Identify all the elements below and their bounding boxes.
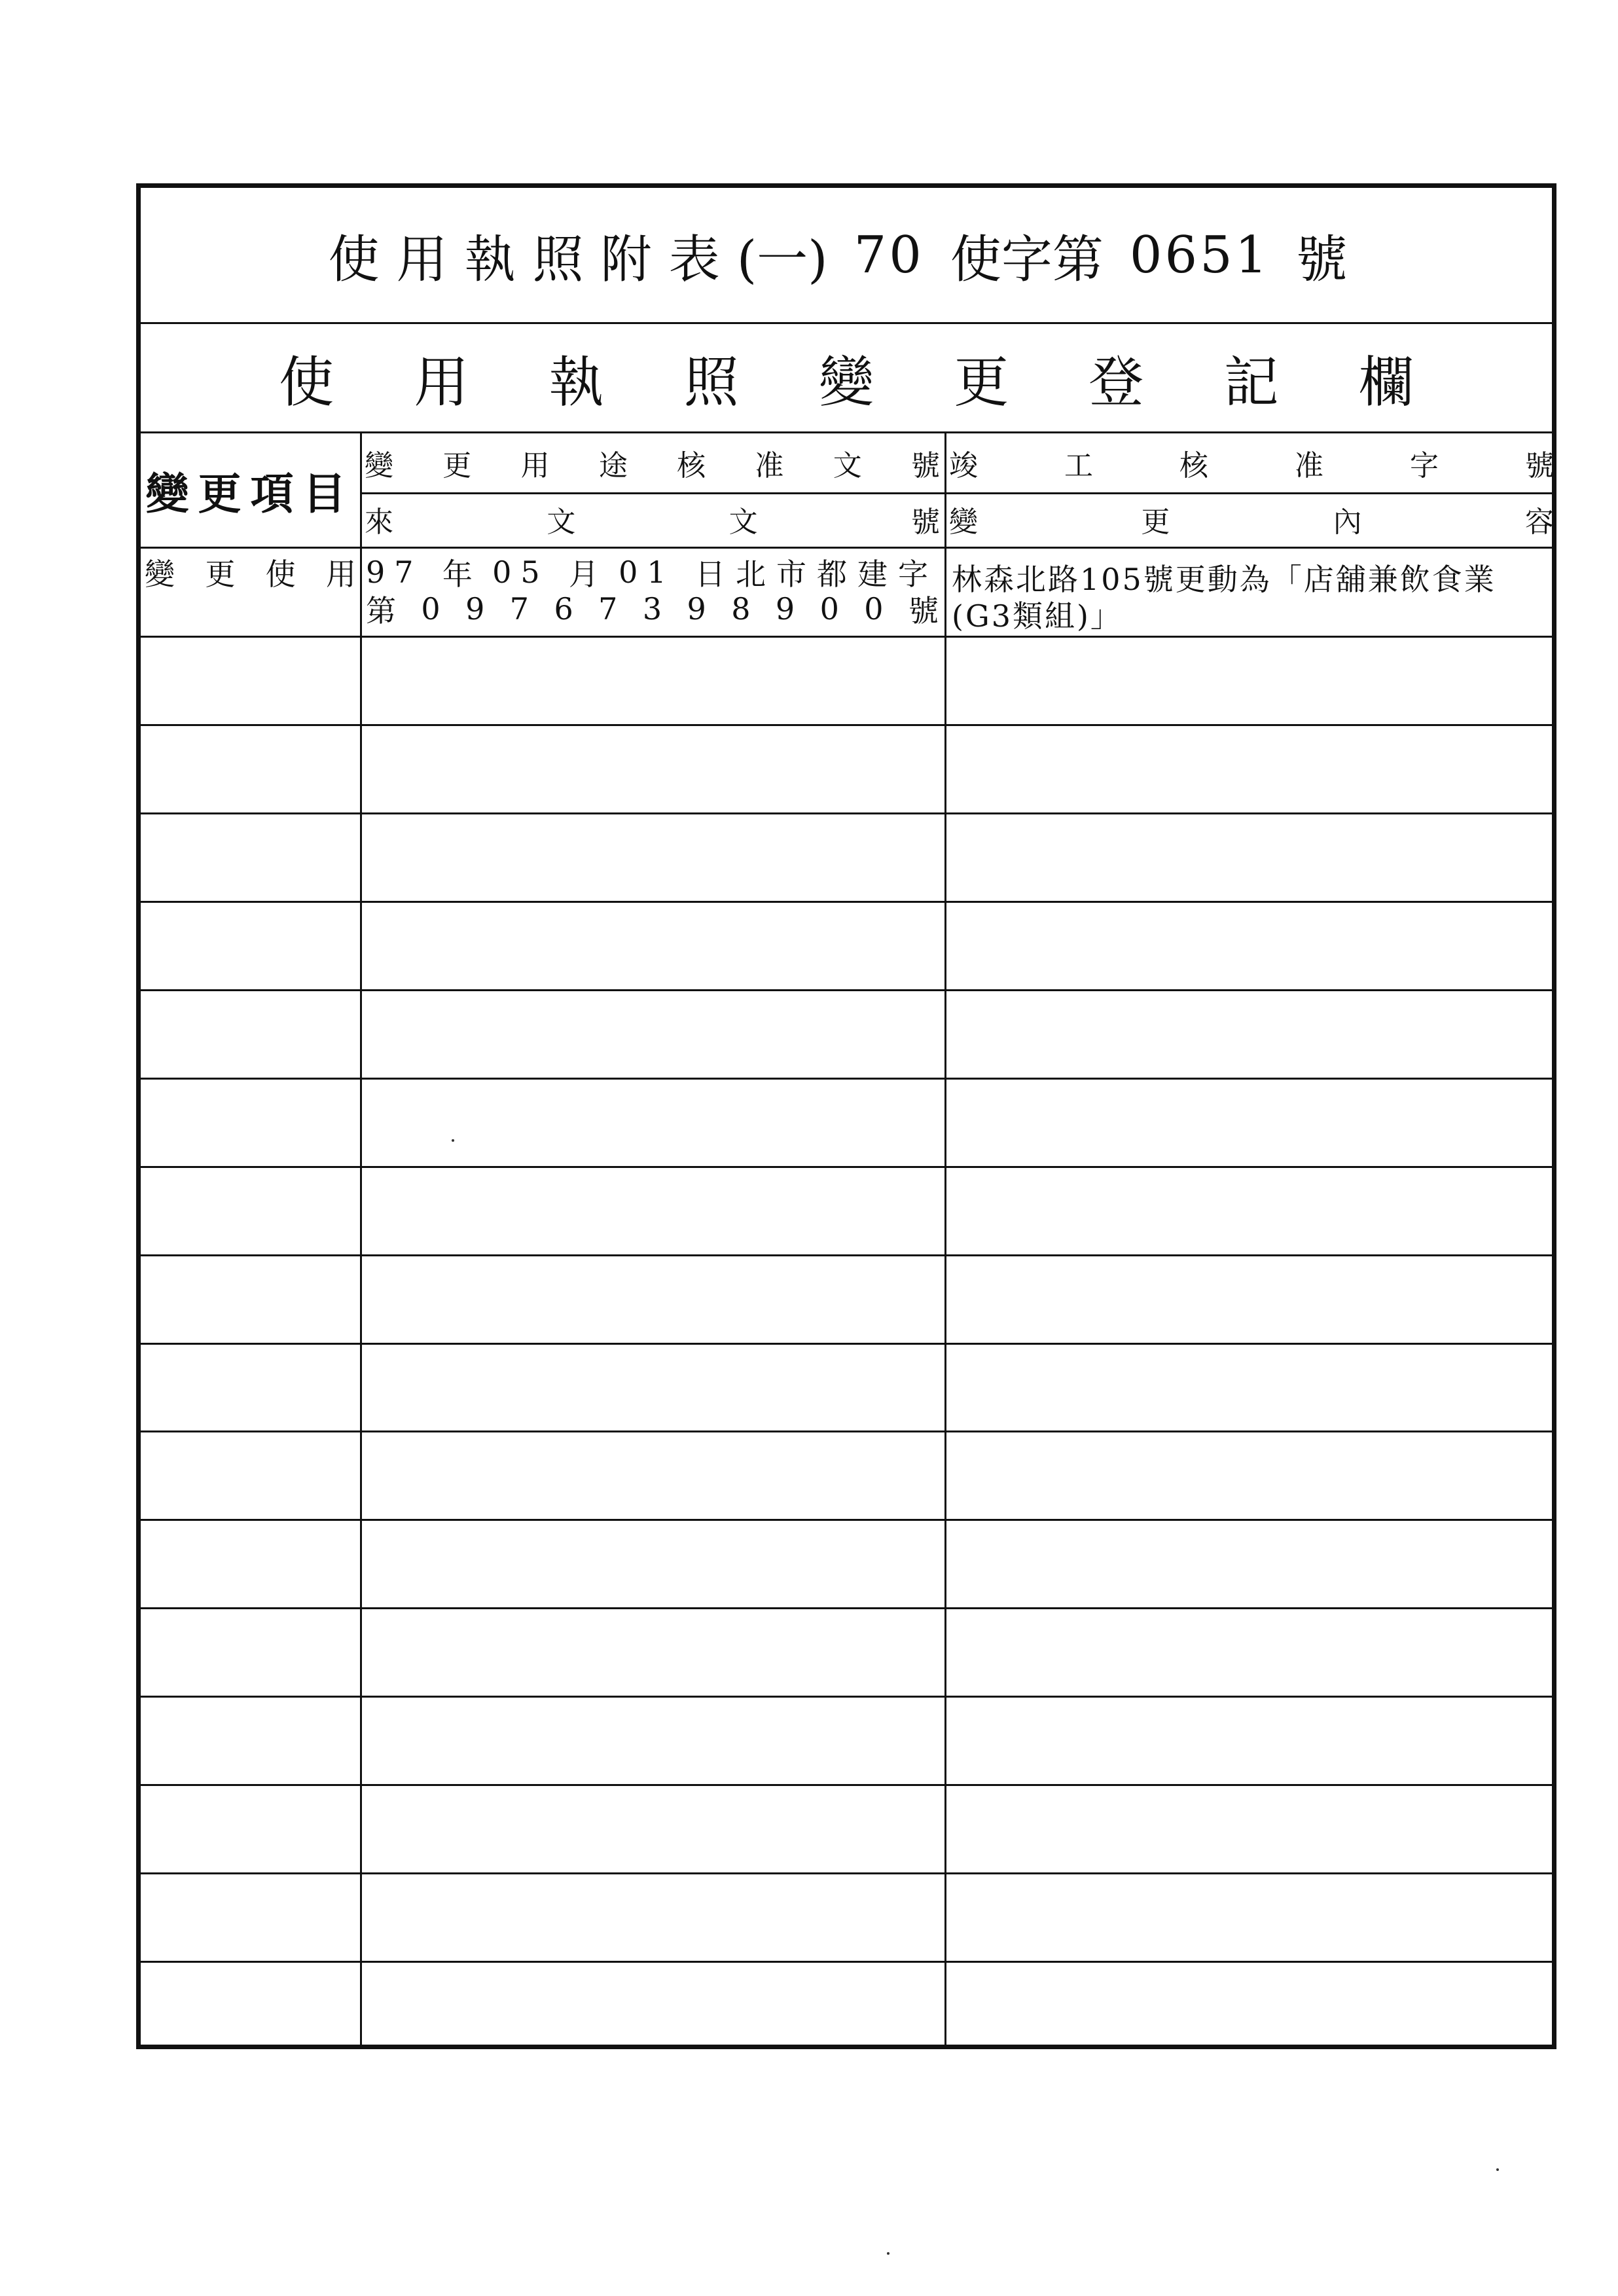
header-char: 文 — [547, 505, 576, 539]
header-incoming-doc — [362, 496, 943, 543]
header-char: 號 — [1525, 449, 1554, 483]
header-char: 字 — [1410, 449, 1439, 483]
title-char: (一) — [736, 230, 828, 289]
header-char: 准 — [1295, 449, 1323, 483]
header-char: 來 — [365, 505, 393, 539]
row-divider — [141, 636, 1552, 638]
heading-char: 使 — [279, 350, 334, 414]
record-char: 97 — [366, 555, 423, 590]
header-char: 更 — [442, 449, 472, 483]
heading-char: 照 — [683, 350, 739, 414]
header-char: 准 — [755, 449, 784, 483]
header-char: 途 — [598, 449, 628, 483]
record-char: 變 — [145, 556, 175, 592]
header-char: 用 — [520, 449, 550, 483]
record-char: 7 — [509, 591, 530, 627]
column-divider — [360, 431, 362, 2045]
row-divider — [141, 1430, 1552, 1432]
record-char: 9 — [465, 591, 485, 627]
row-divider — [141, 1343, 1552, 1345]
scan-speck — [1496, 2168, 1499, 2171]
header-char: 變 — [949, 505, 978, 539]
row-divider — [141, 1872, 1552, 1874]
row-divider — [141, 989, 1552, 991]
heading-char: 記 — [1223, 350, 1279, 414]
header-char: 更 — [1141, 505, 1170, 539]
row-divider — [141, 1254, 1552, 1256]
header-change-content — [946, 496, 1556, 543]
title-char: 執 — [464, 230, 533, 289]
title-char: 使 — [328, 230, 397, 289]
row-divider — [141, 1961, 1552, 1963]
title-char: 照 — [532, 230, 601, 289]
row-divider — [141, 1519, 1552, 1521]
heading-char: 欄 — [1358, 350, 1414, 414]
divider — [360, 492, 1552, 494]
record-char: 更 — [205, 556, 236, 592]
header-char: 文 — [728, 505, 758, 539]
header-char: 核 — [1179, 449, 1208, 483]
header-char: 號 — [910, 505, 940, 539]
record-char: 月 — [568, 556, 599, 592]
title-char: 號 — [1296, 230, 1365, 289]
divider — [141, 547, 1552, 549]
scan-speck — [452, 1139, 454, 1142]
header-char: 竣 — [949, 449, 978, 483]
header-char: 號 — [910, 449, 940, 483]
record-char: 0 — [864, 591, 884, 627]
heading-char: 登 — [1088, 350, 1144, 414]
record-doc-line-1 — [362, 552, 943, 592]
record-char: 7 — [598, 591, 618, 627]
record-char: 05 — [492, 555, 549, 590]
heading-char: 變 — [818, 350, 874, 414]
scan-speck — [887, 2252, 890, 2255]
column-divider — [944, 431, 946, 2045]
heading-char: 更 — [954, 350, 1009, 414]
license-year: 70 — [854, 225, 924, 285]
record-char: 年 — [442, 556, 473, 592]
title-char: 表 — [668, 230, 737, 289]
record-doc-line-2 — [362, 589, 943, 629]
row-divider — [141, 1166, 1552, 1168]
record-char: 日北市都建字 — [694, 556, 939, 592]
title-char: 使字第 — [950, 230, 1104, 289]
header-completion-no — [946, 437, 1556, 489]
record-char: 6 — [554, 591, 573, 627]
row-divider — [141, 724, 1552, 726]
record-char: 0 — [421, 591, 440, 627]
record-char: 用 — [325, 556, 356, 592]
divider — [141, 322, 1552, 324]
header-char: 容 — [1524, 505, 1554, 539]
record-change-item — [141, 552, 360, 592]
header-char: 工 — [1064, 449, 1093, 483]
title-char: 附 — [600, 230, 669, 289]
document-title — [141, 188, 1552, 322]
heading-char: 執 — [548, 350, 604, 414]
row-divider — [141, 1696, 1552, 1698]
header-char: 核 — [677, 449, 706, 483]
record-char: 3 — [642, 591, 662, 627]
row-divider — [141, 1078, 1552, 1080]
record-char: 使 — [265, 556, 296, 592]
record-char: 0 — [819, 591, 839, 627]
change-registration-form — [136, 183, 1556, 2049]
header-char: 內 — [1333, 505, 1362, 539]
record-content-line-1: 林森北路105號更動為「店舖兼飲食業 — [952, 562, 1496, 597]
record-char: 9 — [775, 591, 795, 627]
section-heading — [141, 325, 1552, 430]
record-char: 01 — [619, 555, 675, 590]
header-char: 變 — [365, 449, 393, 483]
row-divider — [141, 901, 1552, 903]
record-char: 號 — [908, 593, 939, 629]
heading-char: 用 — [414, 350, 469, 414]
record-char: 第 — [366, 593, 396, 629]
divider — [141, 431, 1552, 433]
record-content-line-2: (G3類組)」 — [952, 598, 1123, 634]
title-char: 用 — [396, 230, 465, 289]
record-char: 9 — [687, 591, 706, 627]
header-char: 文 — [833, 449, 862, 483]
header-change-item: 變更項目 — [145, 467, 355, 519]
record-char: 8 — [731, 591, 751, 627]
row-divider — [141, 1784, 1552, 1786]
license-number: 0651 — [1129, 225, 1270, 285]
row-divider — [141, 812, 1552, 814]
header-approval-doc — [362, 437, 943, 489]
row-divider — [141, 1607, 1552, 1609]
